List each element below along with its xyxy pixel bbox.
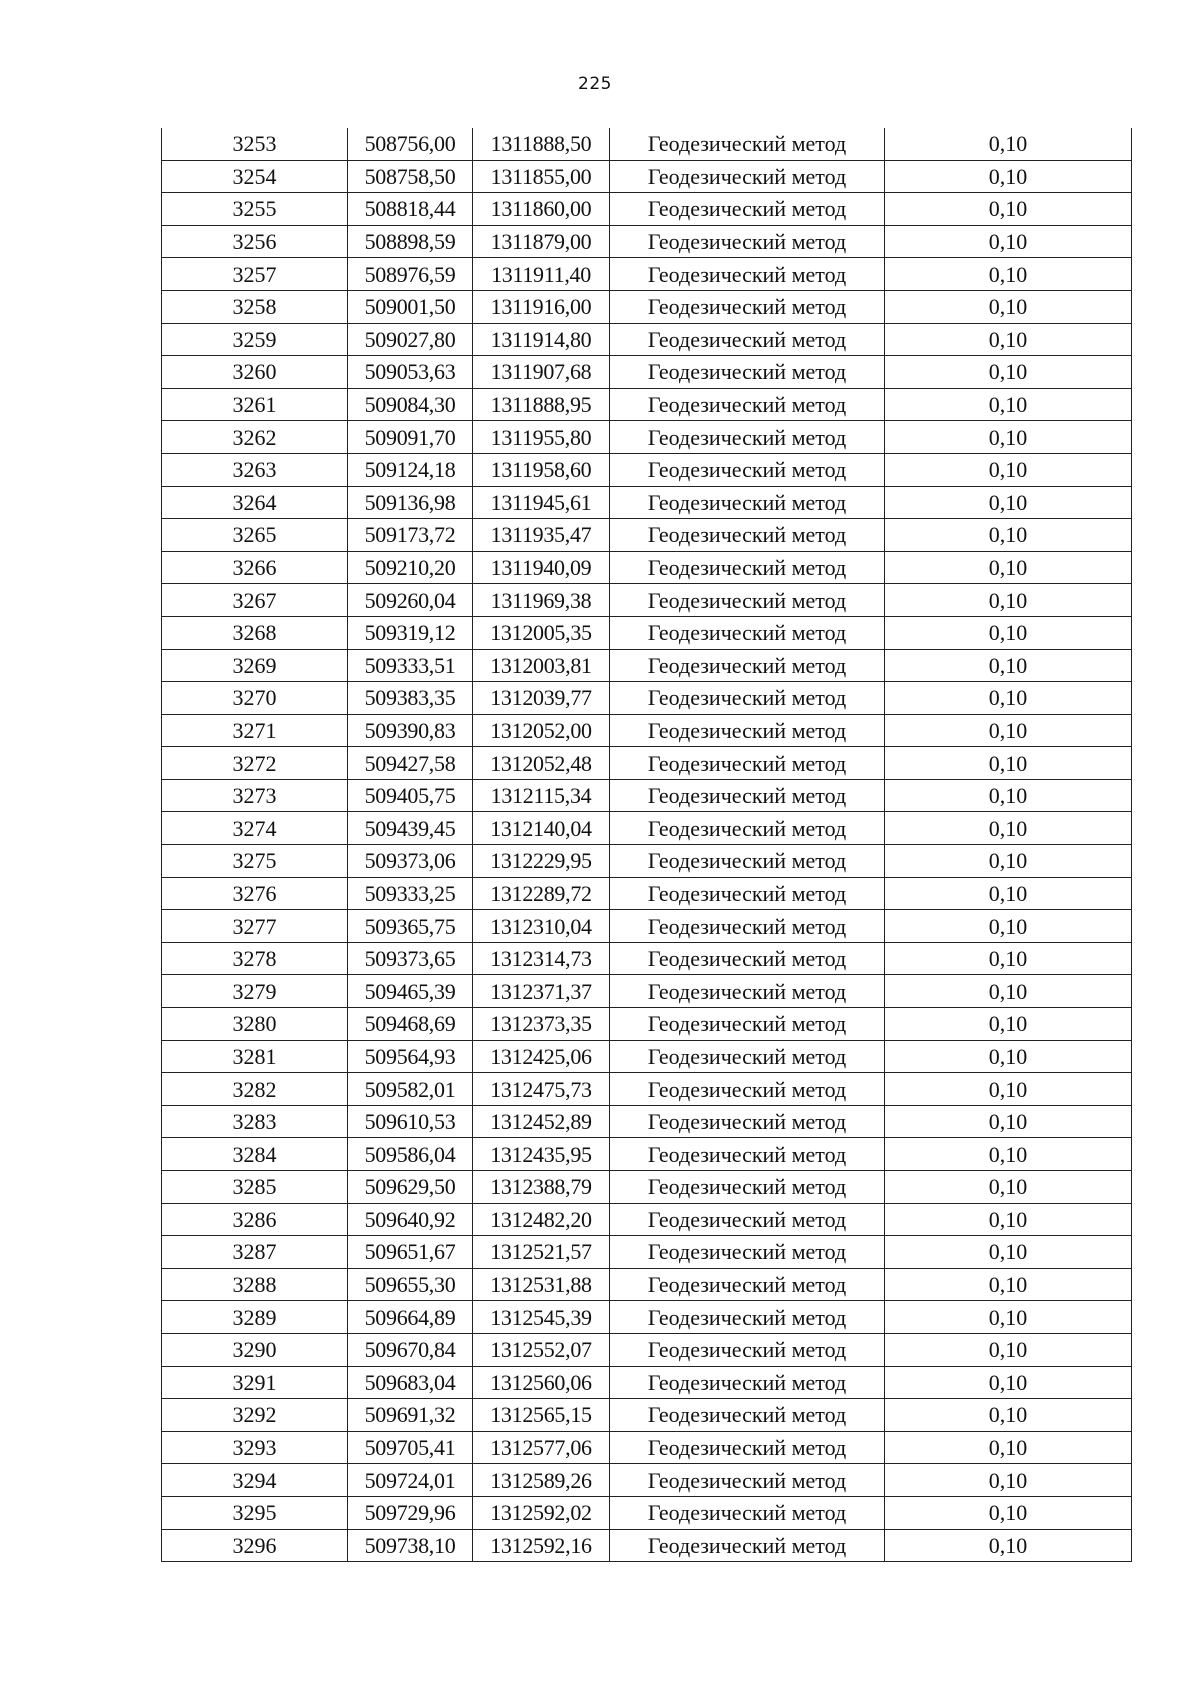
accuracy-cell: 0,10 bbox=[885, 812, 1132, 845]
accuracy-cell: 0,10 bbox=[885, 1333, 1132, 1366]
x-coordinate-cell: 509373,65 bbox=[348, 942, 473, 975]
x-coordinate-cell: 509683,04 bbox=[348, 1366, 473, 1399]
method-cell: Геодезический метод bbox=[610, 1399, 885, 1432]
y-coordinate-cell: 1311916,00 bbox=[473, 290, 610, 323]
method-cell: Геодезический метод bbox=[610, 258, 885, 291]
method-cell: Геодезический метод bbox=[610, 160, 885, 193]
y-coordinate-cell: 1311958,60 bbox=[473, 453, 610, 486]
table-row bbox=[162, 1203, 1132, 1236]
x-coordinate-cell: 509001,50 bbox=[348, 290, 473, 323]
table-row bbox=[162, 910, 1132, 943]
point-number-cell: 3275 bbox=[162, 845, 348, 878]
y-coordinate-cell: 1311907,68 bbox=[473, 356, 610, 389]
table-row bbox=[162, 1171, 1132, 1204]
y-coordinate-cell: 1312521,57 bbox=[473, 1236, 610, 1269]
method-cell: Геодезический метод bbox=[610, 779, 885, 812]
method-cell: Геодезический метод bbox=[610, 682, 885, 715]
method-cell: Геодезический метод bbox=[610, 486, 885, 519]
accuracy-cell: 0,10 bbox=[885, 845, 1132, 878]
y-coordinate-cell: 1312052,48 bbox=[473, 747, 610, 780]
y-coordinate-cell: 1312565,15 bbox=[473, 1399, 610, 1432]
x-coordinate-cell: 509383,35 bbox=[348, 682, 473, 715]
table-row bbox=[162, 682, 1132, 715]
y-coordinate-cell: 1312003,81 bbox=[473, 649, 610, 682]
y-coordinate-cell: 1312435,95 bbox=[473, 1138, 610, 1171]
x-coordinate-cell: 509084,30 bbox=[348, 388, 473, 421]
point-number-cell: 3253 bbox=[162, 128, 348, 160]
table-row bbox=[162, 258, 1132, 291]
table-row bbox=[162, 1268, 1132, 1301]
point-number-cell: 3278 bbox=[162, 942, 348, 975]
point-number-cell: 3265 bbox=[162, 519, 348, 552]
method-cell: Геодезический метод bbox=[610, 1008, 885, 1041]
x-coordinate-cell: 509651,67 bbox=[348, 1236, 473, 1269]
method-cell: Геодезический метод bbox=[610, 1236, 885, 1269]
table-row bbox=[162, 1138, 1132, 1171]
y-coordinate-cell: 1312289,72 bbox=[473, 877, 610, 910]
point-number-cell: 3257 bbox=[162, 258, 348, 291]
table-row bbox=[162, 1529, 1132, 1562]
table-row bbox=[162, 193, 1132, 226]
x-coordinate-cell: 509124,18 bbox=[348, 453, 473, 486]
table-row bbox=[162, 1105, 1132, 1138]
table-row bbox=[162, 128, 1132, 160]
page-number: 225 bbox=[578, 74, 612, 94]
point-number-cell: 3258 bbox=[162, 290, 348, 323]
y-coordinate-cell: 1312229,95 bbox=[473, 845, 610, 878]
point-number-cell: 3263 bbox=[162, 453, 348, 486]
y-coordinate-cell: 1312545,39 bbox=[473, 1301, 610, 1334]
accuracy-cell: 0,10 bbox=[885, 1366, 1132, 1399]
y-coordinate-cell: 1312373,35 bbox=[473, 1008, 610, 1041]
table-row bbox=[162, 1236, 1132, 1269]
method-cell: Геодезический метод bbox=[610, 910, 885, 943]
point-number-cell: 3281 bbox=[162, 1040, 348, 1073]
method-cell: Геодезический метод bbox=[610, 421, 885, 454]
method-cell: Геодезический метод bbox=[610, 193, 885, 226]
point-number-cell: 3287 bbox=[162, 1236, 348, 1269]
accuracy-cell: 0,10 bbox=[885, 747, 1132, 780]
method-cell: Геодезический метод bbox=[610, 584, 885, 617]
x-coordinate-cell: 509260,04 bbox=[348, 584, 473, 617]
table-row bbox=[162, 649, 1132, 682]
accuracy-cell: 0,10 bbox=[885, 193, 1132, 226]
y-coordinate-cell: 1312388,79 bbox=[473, 1171, 610, 1204]
accuracy-cell: 0,10 bbox=[885, 453, 1132, 486]
x-coordinate-cell: 509655,30 bbox=[348, 1268, 473, 1301]
table-row bbox=[162, 714, 1132, 747]
accuracy-cell: 0,10 bbox=[885, 290, 1132, 323]
accuracy-cell: 0,10 bbox=[885, 225, 1132, 258]
point-number-cell: 3291 bbox=[162, 1366, 348, 1399]
method-cell: Геодезический метод bbox=[610, 649, 885, 682]
point-number-cell: 3266 bbox=[162, 551, 348, 584]
method-cell: Геодезический метод bbox=[610, 975, 885, 1008]
method-cell: Геодезический метод bbox=[610, 551, 885, 584]
y-coordinate-cell: 1312310,04 bbox=[473, 910, 610, 943]
method-cell: Геодезический метод bbox=[610, 1464, 885, 1497]
method-cell: Геодезический метод bbox=[610, 388, 885, 421]
coordinates-table-body bbox=[162, 128, 1132, 1562]
x-coordinate-cell: 509582,01 bbox=[348, 1073, 473, 1106]
x-coordinate-cell: 509586,04 bbox=[348, 1138, 473, 1171]
x-coordinate-cell: 509373,06 bbox=[348, 845, 473, 878]
accuracy-cell: 0,10 bbox=[885, 1496, 1132, 1529]
table-row bbox=[162, 356, 1132, 389]
accuracy-cell: 0,10 bbox=[885, 1105, 1132, 1138]
x-coordinate-cell: 509173,72 bbox=[348, 519, 473, 552]
y-coordinate-cell: 1312314,73 bbox=[473, 942, 610, 975]
method-cell: Геодезический метод bbox=[610, 1333, 885, 1366]
point-number-cell: 3288 bbox=[162, 1268, 348, 1301]
method-cell: Геодезический метод bbox=[610, 453, 885, 486]
method-cell: Геодезический метод bbox=[610, 845, 885, 878]
table-row bbox=[162, 1040, 1132, 1073]
point-number-cell: 3290 bbox=[162, 1333, 348, 1366]
x-coordinate-cell: 509465,39 bbox=[348, 975, 473, 1008]
method-cell: Геодезический метод bbox=[610, 1171, 885, 1204]
y-coordinate-cell: 1312560,06 bbox=[473, 1366, 610, 1399]
table-row bbox=[162, 1431, 1132, 1464]
y-coordinate-cell: 1311888,50 bbox=[473, 128, 610, 160]
table-row bbox=[162, 160, 1132, 193]
y-coordinate-cell: 1312005,35 bbox=[473, 616, 610, 649]
point-number-cell: 3274 bbox=[162, 812, 348, 845]
table-row bbox=[162, 616, 1132, 649]
y-coordinate-cell: 1311879,00 bbox=[473, 225, 610, 258]
accuracy-cell: 0,10 bbox=[885, 128, 1132, 160]
x-coordinate-cell: 509405,75 bbox=[348, 779, 473, 812]
table-row bbox=[162, 453, 1132, 486]
point-number-cell: 3277 bbox=[162, 910, 348, 943]
point-number-cell: 3295 bbox=[162, 1496, 348, 1529]
y-coordinate-cell: 1311914,80 bbox=[473, 323, 610, 356]
accuracy-cell: 0,10 bbox=[885, 519, 1132, 552]
accuracy-cell: 0,10 bbox=[885, 649, 1132, 682]
y-coordinate-cell: 1311945,61 bbox=[473, 486, 610, 519]
y-coordinate-cell: 1312425,06 bbox=[473, 1040, 610, 1073]
point-number-cell: 3273 bbox=[162, 779, 348, 812]
accuracy-cell: 0,10 bbox=[885, 551, 1132, 584]
accuracy-cell: 0,10 bbox=[885, 323, 1132, 356]
x-coordinate-cell: 509724,01 bbox=[348, 1464, 473, 1497]
table-row bbox=[162, 877, 1132, 910]
point-number-cell: 3254 bbox=[162, 160, 348, 193]
accuracy-cell: 0,10 bbox=[885, 1008, 1132, 1041]
table-row bbox=[162, 845, 1132, 878]
y-coordinate-cell: 1311888,95 bbox=[473, 388, 610, 421]
accuracy-cell: 0,10 bbox=[885, 714, 1132, 747]
method-cell: Геодезический метод bbox=[610, 1529, 885, 1562]
accuracy-cell: 0,10 bbox=[885, 1171, 1132, 1204]
x-coordinate-cell: 508818,44 bbox=[348, 193, 473, 226]
x-coordinate-cell: 509319,12 bbox=[348, 616, 473, 649]
table-row bbox=[162, 486, 1132, 519]
point-number-cell: 3255 bbox=[162, 193, 348, 226]
y-coordinate-cell: 1311940,09 bbox=[473, 551, 610, 584]
y-coordinate-cell: 1311969,38 bbox=[473, 584, 610, 617]
accuracy-cell: 0,10 bbox=[885, 910, 1132, 943]
y-coordinate-cell: 1312115,34 bbox=[473, 779, 610, 812]
accuracy-cell: 0,10 bbox=[885, 1301, 1132, 1334]
point-number-cell: 3259 bbox=[162, 323, 348, 356]
point-number-cell: 3261 bbox=[162, 388, 348, 421]
y-coordinate-cell: 1312531,88 bbox=[473, 1268, 610, 1301]
table-row bbox=[162, 1333, 1132, 1366]
accuracy-cell: 0,10 bbox=[885, 1399, 1132, 1432]
x-coordinate-cell: 509640,92 bbox=[348, 1203, 473, 1236]
y-coordinate-cell: 1312475,73 bbox=[473, 1073, 610, 1106]
method-cell: Геодезический метод bbox=[610, 519, 885, 552]
table-row bbox=[162, 942, 1132, 975]
x-coordinate-cell: 509053,63 bbox=[348, 356, 473, 389]
point-number-cell: 3284 bbox=[162, 1138, 348, 1171]
y-coordinate-cell: 1311955,80 bbox=[473, 421, 610, 454]
y-coordinate-cell: 1312592,02 bbox=[473, 1496, 610, 1529]
x-coordinate-cell: 509136,98 bbox=[348, 486, 473, 519]
x-coordinate-cell: 509691,32 bbox=[348, 1399, 473, 1432]
x-coordinate-cell: 509564,93 bbox=[348, 1040, 473, 1073]
y-coordinate-cell: 1312052,00 bbox=[473, 714, 610, 747]
point-number-cell: 3268 bbox=[162, 616, 348, 649]
x-coordinate-cell: 509705,41 bbox=[348, 1431, 473, 1464]
coordinates-table bbox=[161, 128, 1132, 1562]
table-row bbox=[162, 1008, 1132, 1041]
accuracy-cell: 0,10 bbox=[885, 160, 1132, 193]
table-row bbox=[162, 1464, 1132, 1497]
point-number-cell: 3279 bbox=[162, 975, 348, 1008]
x-coordinate-cell: 508898,59 bbox=[348, 225, 473, 258]
x-coordinate-cell: 509729,96 bbox=[348, 1496, 473, 1529]
table-row bbox=[162, 584, 1132, 617]
accuracy-cell: 0,10 bbox=[885, 1268, 1132, 1301]
table-row bbox=[162, 225, 1132, 258]
method-cell: Геодезический метод bbox=[610, 1301, 885, 1334]
point-number-cell: 3282 bbox=[162, 1073, 348, 1106]
method-cell: Геодезический метод bbox=[610, 1040, 885, 1073]
y-coordinate-cell: 1312039,77 bbox=[473, 682, 610, 715]
x-coordinate-cell: 509439,45 bbox=[348, 812, 473, 845]
point-number-cell: 3270 bbox=[162, 682, 348, 715]
x-coordinate-cell: 508758,50 bbox=[348, 160, 473, 193]
x-coordinate-cell: 509027,80 bbox=[348, 323, 473, 356]
method-cell: Геодезический метод bbox=[610, 1105, 885, 1138]
method-cell: Геодезический метод bbox=[610, 356, 885, 389]
x-coordinate-cell: 509664,89 bbox=[348, 1301, 473, 1334]
table-row bbox=[162, 421, 1132, 454]
accuracy-cell: 0,10 bbox=[885, 1529, 1132, 1562]
method-cell: Геодезический метод bbox=[610, 942, 885, 975]
x-coordinate-cell: 509210,20 bbox=[348, 551, 473, 584]
table-row bbox=[162, 1496, 1132, 1529]
x-coordinate-cell: 509427,58 bbox=[348, 747, 473, 780]
method-cell: Геодезический метод bbox=[610, 1138, 885, 1171]
table-row bbox=[162, 323, 1132, 356]
method-cell: Геодезический метод bbox=[610, 323, 885, 356]
x-coordinate-cell: 509091,70 bbox=[348, 421, 473, 454]
method-cell: Геодезический метод bbox=[610, 877, 885, 910]
y-coordinate-cell: 1311855,00 bbox=[473, 160, 610, 193]
accuracy-cell: 0,10 bbox=[885, 1236, 1132, 1269]
accuracy-cell: 0,10 bbox=[885, 682, 1132, 715]
y-coordinate-cell: 1312482,20 bbox=[473, 1203, 610, 1236]
table-row bbox=[162, 1073, 1132, 1106]
method-cell: Геодезический метод bbox=[610, 290, 885, 323]
accuracy-cell: 0,10 bbox=[885, 1073, 1132, 1106]
table-row bbox=[162, 519, 1132, 552]
table-row bbox=[162, 747, 1132, 780]
y-coordinate-cell: 1312371,37 bbox=[473, 975, 610, 1008]
method-cell: Геодезический метод bbox=[610, 1203, 885, 1236]
method-cell: Геодезический метод bbox=[610, 812, 885, 845]
x-coordinate-cell: 509670,84 bbox=[348, 1333, 473, 1366]
point-number-cell: 3280 bbox=[162, 1008, 348, 1041]
method-cell: Геодезический метод bbox=[610, 1073, 885, 1106]
y-coordinate-cell: 1312589,26 bbox=[473, 1464, 610, 1497]
method-cell: Геодезический метод bbox=[610, 1496, 885, 1529]
y-coordinate-cell: 1311860,00 bbox=[473, 193, 610, 226]
x-coordinate-cell: 509610,53 bbox=[348, 1105, 473, 1138]
point-number-cell: 3269 bbox=[162, 649, 348, 682]
point-number-cell: 3293 bbox=[162, 1431, 348, 1464]
x-coordinate-cell: 509365,75 bbox=[348, 910, 473, 943]
y-coordinate-cell: 1312577,06 bbox=[473, 1431, 610, 1464]
point-number-cell: 3286 bbox=[162, 1203, 348, 1236]
point-number-cell: 3271 bbox=[162, 714, 348, 747]
x-coordinate-cell: 508976,59 bbox=[348, 258, 473, 291]
accuracy-cell: 0,10 bbox=[885, 258, 1132, 291]
y-coordinate-cell: 1312592,16 bbox=[473, 1529, 610, 1562]
accuracy-cell: 0,10 bbox=[885, 942, 1132, 975]
point-number-cell: 3267 bbox=[162, 584, 348, 617]
x-coordinate-cell: 509738,10 bbox=[348, 1529, 473, 1562]
method-cell: Геодезический метод bbox=[610, 128, 885, 160]
point-number-cell: 3285 bbox=[162, 1171, 348, 1204]
table-row bbox=[162, 1399, 1132, 1432]
y-coordinate-cell: 1312552,07 bbox=[473, 1333, 610, 1366]
x-coordinate-cell: 509333,51 bbox=[348, 649, 473, 682]
accuracy-cell: 0,10 bbox=[885, 1464, 1132, 1497]
table-row bbox=[162, 551, 1132, 584]
point-number-cell: 3294 bbox=[162, 1464, 348, 1497]
method-cell: Геодезический метод bbox=[610, 714, 885, 747]
method-cell: Геодезический метод bbox=[610, 1366, 885, 1399]
point-number-cell: 3264 bbox=[162, 486, 348, 519]
x-coordinate-cell: 508756,00 bbox=[348, 128, 473, 160]
accuracy-cell: 0,10 bbox=[885, 1040, 1132, 1073]
table-row bbox=[162, 779, 1132, 812]
accuracy-cell: 0,10 bbox=[885, 877, 1132, 910]
accuracy-cell: 0,10 bbox=[885, 584, 1132, 617]
accuracy-cell: 0,10 bbox=[885, 1431, 1132, 1464]
x-coordinate-cell: 509629,50 bbox=[348, 1171, 473, 1204]
point-number-cell: 3262 bbox=[162, 421, 348, 454]
y-coordinate-cell: 1311935,47 bbox=[473, 519, 610, 552]
y-coordinate-cell: 1312140,04 bbox=[473, 812, 610, 845]
table-row bbox=[162, 388, 1132, 421]
method-cell: Геодезический метод bbox=[610, 225, 885, 258]
x-coordinate-cell: 509333,25 bbox=[348, 877, 473, 910]
method-cell: Геодезический метод bbox=[610, 616, 885, 649]
method-cell: Геодезический метод bbox=[610, 1431, 885, 1464]
table-row bbox=[162, 290, 1132, 323]
accuracy-cell: 0,10 bbox=[885, 975, 1132, 1008]
x-coordinate-cell: 509390,83 bbox=[348, 714, 473, 747]
accuracy-cell: 0,10 bbox=[885, 1203, 1132, 1236]
accuracy-cell: 0,10 bbox=[885, 356, 1132, 389]
accuracy-cell: 0,10 bbox=[885, 1138, 1132, 1171]
point-number-cell: 3283 bbox=[162, 1105, 348, 1138]
accuracy-cell: 0,10 bbox=[885, 779, 1132, 812]
point-number-cell: 3292 bbox=[162, 1399, 348, 1432]
accuracy-cell: 0,10 bbox=[885, 421, 1132, 454]
table-row bbox=[162, 975, 1132, 1008]
method-cell: Геодезический метод bbox=[610, 747, 885, 780]
x-coordinate-cell: 509468,69 bbox=[348, 1008, 473, 1041]
accuracy-cell: 0,10 bbox=[885, 388, 1132, 421]
point-number-cell: 3289 bbox=[162, 1301, 348, 1334]
point-number-cell: 3296 bbox=[162, 1529, 348, 1562]
table-row bbox=[162, 1301, 1132, 1334]
y-coordinate-cell: 1312452,89 bbox=[473, 1105, 610, 1138]
accuracy-cell: 0,10 bbox=[885, 486, 1132, 519]
point-number-cell: 3276 bbox=[162, 877, 348, 910]
accuracy-cell: 0,10 bbox=[885, 616, 1132, 649]
point-number-cell: 3256 bbox=[162, 225, 348, 258]
point-number-cell: 3260 bbox=[162, 356, 348, 389]
point-number-cell: 3272 bbox=[162, 747, 348, 780]
table-row bbox=[162, 1366, 1132, 1399]
method-cell: Геодезический метод bbox=[610, 1268, 885, 1301]
y-coordinate-cell: 1311911,40 bbox=[473, 258, 610, 291]
table-row bbox=[162, 812, 1132, 845]
